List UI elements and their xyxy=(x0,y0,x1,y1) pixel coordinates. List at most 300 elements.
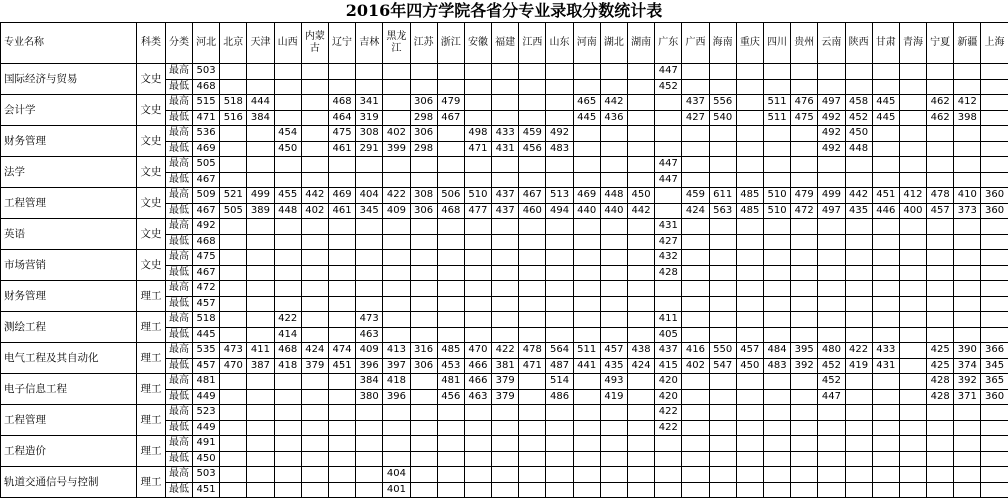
score-cell xyxy=(899,296,926,312)
score-level: 最低 xyxy=(166,451,193,467)
score-cell xyxy=(845,219,872,235)
score-cell xyxy=(899,281,926,297)
score-cell xyxy=(546,436,573,452)
score-cell xyxy=(791,141,818,157)
score-cell xyxy=(763,296,790,312)
score-cell: 472 xyxy=(791,203,818,219)
score-cell: 510 xyxy=(763,203,790,219)
score-cell xyxy=(356,219,383,235)
score-level: 最高 xyxy=(166,188,193,204)
score-cell: 380 xyxy=(356,389,383,405)
score-cell: 448 xyxy=(845,141,872,157)
score-cell xyxy=(464,219,491,235)
score-cell: 444 xyxy=(247,95,274,111)
score-cell xyxy=(954,482,981,498)
header-province: 江苏 xyxy=(410,23,437,64)
score-cell: 395 xyxy=(791,343,818,359)
score-cell: 389 xyxy=(247,203,274,219)
score-cell xyxy=(981,141,1008,157)
score-cell: 479 xyxy=(791,188,818,204)
score-cell xyxy=(410,451,437,467)
score-cell xyxy=(818,250,845,266)
score-cell: 457 xyxy=(193,358,220,374)
score-cell xyxy=(791,281,818,297)
score-cell: 514 xyxy=(546,374,573,390)
score-cell: 476 xyxy=(791,95,818,111)
score-cell: 418 xyxy=(274,358,301,374)
score-cell xyxy=(519,467,546,483)
score-cell: 387 xyxy=(247,358,274,374)
score-cell xyxy=(573,296,600,312)
score-cell: 450 xyxy=(845,126,872,142)
score-cell xyxy=(519,172,546,188)
score-cell: 447 xyxy=(655,172,682,188)
score-cell xyxy=(437,312,464,328)
score-cell xyxy=(546,79,573,95)
score-cell xyxy=(655,110,682,126)
score-cell xyxy=(220,79,247,95)
score-cell xyxy=(492,451,519,467)
score-cell xyxy=(872,281,899,297)
score-cell xyxy=(356,250,383,266)
score-cell xyxy=(872,451,899,467)
score-cell xyxy=(709,482,736,498)
major-category: 理工 xyxy=(137,467,166,498)
score-cell xyxy=(954,436,981,452)
major-name: 测绘工程 xyxy=(1,312,137,343)
score-cell: 365 xyxy=(981,374,1008,390)
score-cell xyxy=(682,405,709,421)
score-cell: 424 xyxy=(301,343,328,359)
score-cell xyxy=(791,312,818,328)
score-cell xyxy=(573,374,600,390)
major-category: 理工 xyxy=(137,281,166,312)
score-cell: 515 xyxy=(193,95,220,111)
score-cell xyxy=(356,296,383,312)
score-cell xyxy=(872,219,899,235)
header-province: 重庆 xyxy=(736,23,763,64)
score-cell xyxy=(682,234,709,250)
header-province: 上海 xyxy=(981,23,1008,64)
score-cell xyxy=(655,296,682,312)
score-cell xyxy=(872,436,899,452)
score-cell xyxy=(301,405,328,421)
score-cell xyxy=(383,451,410,467)
score-cell xyxy=(383,250,410,266)
score-cell xyxy=(464,296,491,312)
score-cell xyxy=(899,389,926,405)
score-cell xyxy=(247,265,274,281)
score-cell xyxy=(791,296,818,312)
table-row xyxy=(1,64,1008,80)
score-cell xyxy=(736,451,763,467)
score-cell xyxy=(437,420,464,436)
score-cell xyxy=(573,327,600,343)
score-cell xyxy=(247,141,274,157)
score-cell xyxy=(247,219,274,235)
score-cell xyxy=(274,420,301,436)
score-cell xyxy=(763,265,790,281)
header-province: 陕西 xyxy=(845,23,872,64)
major-category: 理工 xyxy=(137,312,166,343)
score-cell xyxy=(763,327,790,343)
header-province: 四川 xyxy=(763,23,790,64)
score-cell xyxy=(383,219,410,235)
header-province: 广东 xyxy=(655,23,682,64)
score-cell xyxy=(628,95,655,111)
score-cell xyxy=(247,482,274,498)
score-cell xyxy=(954,420,981,436)
score-cell xyxy=(437,451,464,467)
score-cell xyxy=(981,467,1008,483)
score-cell xyxy=(328,157,355,173)
score-cell: 413 xyxy=(383,343,410,359)
score-cell xyxy=(736,250,763,266)
table-row xyxy=(1,467,1008,483)
score-cell xyxy=(573,141,600,157)
score-cell xyxy=(845,234,872,250)
score-cell xyxy=(356,467,383,483)
score-cell xyxy=(437,234,464,250)
score-cell xyxy=(573,436,600,452)
score-cell xyxy=(845,250,872,266)
score-cell xyxy=(954,79,981,95)
score-cell xyxy=(220,467,247,483)
score-cell: 319 xyxy=(356,110,383,126)
score-cell xyxy=(763,219,790,235)
score-cell: 475 xyxy=(328,126,355,142)
score-cell xyxy=(301,95,328,111)
score-cell xyxy=(981,436,1008,452)
score-cell xyxy=(247,79,274,95)
header-province: 河北 xyxy=(193,23,220,64)
score-cell xyxy=(872,482,899,498)
score-cell: 445 xyxy=(573,110,600,126)
score-cell: 469 xyxy=(193,141,220,157)
score-cell: 518 xyxy=(193,312,220,328)
score-cell xyxy=(546,281,573,297)
score-cell xyxy=(709,234,736,250)
score-cell xyxy=(600,436,627,452)
score-cell xyxy=(492,467,519,483)
score-cell xyxy=(328,296,355,312)
score-cell xyxy=(872,374,899,390)
score-cell: 471 xyxy=(464,141,491,157)
score-cell xyxy=(736,312,763,328)
score-cell: 452 xyxy=(818,374,845,390)
score-cell: 345 xyxy=(981,358,1008,374)
score-cell xyxy=(791,126,818,142)
score-cell: 521 xyxy=(220,188,247,204)
score-cell: 437 xyxy=(492,203,519,219)
score-cell xyxy=(410,265,437,281)
score-cell xyxy=(682,389,709,405)
score-cell: 435 xyxy=(845,203,872,219)
score-cell xyxy=(981,234,1008,250)
score-cell xyxy=(492,420,519,436)
score-cell xyxy=(464,327,491,343)
score-cell xyxy=(220,327,247,343)
score-cell xyxy=(899,64,926,80)
score-cell xyxy=(709,126,736,142)
score-cell xyxy=(301,79,328,95)
score-cell: 447 xyxy=(818,389,845,405)
score-cell xyxy=(301,420,328,436)
score-cell xyxy=(301,281,328,297)
score-cell xyxy=(519,64,546,80)
score-cell xyxy=(546,482,573,498)
score-cell xyxy=(356,482,383,498)
score-cell xyxy=(736,234,763,250)
score-cell xyxy=(573,234,600,250)
score-cell xyxy=(818,265,845,281)
score-cell xyxy=(492,405,519,421)
score-cell xyxy=(519,312,546,328)
major-name: 英语 xyxy=(1,219,137,250)
score-cell xyxy=(301,157,328,173)
score-cell xyxy=(872,79,899,95)
score-cell xyxy=(464,436,491,452)
score-cell: 445 xyxy=(872,95,899,111)
score-cell: 468 xyxy=(437,203,464,219)
score-cell xyxy=(519,79,546,95)
header-province: 新疆 xyxy=(954,23,981,64)
header-province: 天津 xyxy=(247,23,274,64)
score-cell: 462 xyxy=(927,95,954,111)
score-cell xyxy=(247,157,274,173)
score-cell: 422 xyxy=(655,405,682,421)
score-cell xyxy=(274,281,301,297)
score-level: 最高 xyxy=(166,312,193,328)
score-level: 最高 xyxy=(166,405,193,421)
major-category: 文史 xyxy=(137,64,166,95)
score-cell: 471 xyxy=(519,358,546,374)
score-cell xyxy=(356,234,383,250)
score-cell xyxy=(709,79,736,95)
score-cell xyxy=(546,110,573,126)
score-cell xyxy=(600,219,627,235)
score-cell xyxy=(464,64,491,80)
score-cell: 547 xyxy=(709,358,736,374)
score-cell xyxy=(464,110,491,126)
score-cell xyxy=(791,265,818,281)
score-cell xyxy=(328,79,355,95)
score-cell: 457 xyxy=(927,203,954,219)
score-cell xyxy=(464,234,491,250)
score-cell xyxy=(220,482,247,498)
score-cell xyxy=(492,482,519,498)
score-cell xyxy=(899,219,926,235)
score-cell: 473 xyxy=(220,343,247,359)
score-cell xyxy=(546,250,573,266)
score-cell xyxy=(410,250,437,266)
score-cell xyxy=(736,374,763,390)
score-cell xyxy=(818,436,845,452)
major-name: 法学 xyxy=(1,157,137,188)
score-cell xyxy=(220,296,247,312)
score-cell xyxy=(791,420,818,436)
score-cell: 470 xyxy=(220,358,247,374)
score-cell xyxy=(573,157,600,173)
score-cell xyxy=(274,79,301,95)
score-cell: 409 xyxy=(383,203,410,219)
score-cell: 467 xyxy=(193,265,220,281)
score-cell xyxy=(383,296,410,312)
score-cell xyxy=(927,64,954,80)
score-cell xyxy=(301,482,328,498)
score-level: 最低 xyxy=(166,79,193,95)
table-row xyxy=(1,281,1008,297)
table-row xyxy=(1,219,1008,235)
score-cell xyxy=(899,312,926,328)
score-cell xyxy=(220,312,247,328)
table-row xyxy=(1,250,1008,266)
score-cell xyxy=(546,420,573,436)
score-cell xyxy=(709,467,736,483)
score-cell xyxy=(628,436,655,452)
score-cell: 422 xyxy=(655,420,682,436)
score-cell xyxy=(274,451,301,467)
score-cell: 483 xyxy=(546,141,573,157)
major-name: 财务管理 xyxy=(1,281,137,312)
score-cell xyxy=(383,79,410,95)
score-cell xyxy=(600,64,627,80)
score-cell xyxy=(519,451,546,467)
score-cell: 416 xyxy=(682,343,709,359)
score-cell xyxy=(464,312,491,328)
score-cell xyxy=(981,157,1008,173)
score-cell xyxy=(274,374,301,390)
score-cell xyxy=(709,157,736,173)
score-cell: 494 xyxy=(546,203,573,219)
score-cell xyxy=(981,451,1008,467)
score-cell xyxy=(736,405,763,421)
score-cell xyxy=(927,250,954,266)
score-cell xyxy=(573,467,600,483)
score-cell xyxy=(845,374,872,390)
score-cell: 484 xyxy=(763,343,790,359)
score-cell xyxy=(437,327,464,343)
score-cell: 366 xyxy=(981,343,1008,359)
score-cell xyxy=(464,172,491,188)
score-cell xyxy=(954,467,981,483)
score-cell xyxy=(301,141,328,157)
score-level: 最低 xyxy=(166,203,193,219)
major-name: 财务管理 xyxy=(1,126,137,157)
score-cell: 466 xyxy=(464,358,491,374)
score-cell: 396 xyxy=(383,389,410,405)
score-cell xyxy=(763,436,790,452)
score-cell xyxy=(464,265,491,281)
score-cell xyxy=(600,467,627,483)
score-cell xyxy=(464,157,491,173)
score-cell xyxy=(845,436,872,452)
score-cell xyxy=(954,219,981,235)
score-cell xyxy=(328,327,355,343)
score-cell xyxy=(736,265,763,281)
score-cell xyxy=(899,250,926,266)
score-cell xyxy=(437,172,464,188)
score-cell xyxy=(492,79,519,95)
score-cell xyxy=(818,234,845,250)
score-cell xyxy=(709,405,736,421)
score-cell xyxy=(383,312,410,328)
header-level: 分类 xyxy=(166,23,193,64)
score-cell xyxy=(519,405,546,421)
score-cell xyxy=(736,172,763,188)
score-cell xyxy=(492,157,519,173)
score-cell xyxy=(519,250,546,266)
score-cell xyxy=(818,157,845,173)
score-cell: 511 xyxy=(573,343,600,359)
score-cell xyxy=(410,79,437,95)
score-cell xyxy=(927,172,954,188)
score-cell xyxy=(899,265,926,281)
score-cell: 468 xyxy=(193,79,220,95)
score-cell: 468 xyxy=(193,234,220,250)
score-cell xyxy=(600,327,627,343)
score-cell xyxy=(736,482,763,498)
score-cell xyxy=(519,281,546,297)
score-cell xyxy=(600,405,627,421)
score-cell xyxy=(709,420,736,436)
score-cell: 460 xyxy=(519,203,546,219)
score-cell xyxy=(328,420,355,436)
score-cell: 437 xyxy=(682,95,709,111)
header-row xyxy=(1,23,1008,64)
score-cell xyxy=(301,234,328,250)
score-cell xyxy=(655,451,682,467)
score-cell xyxy=(301,265,328,281)
score-cell xyxy=(927,327,954,343)
score-cell xyxy=(872,327,899,343)
score-cell xyxy=(301,389,328,405)
score-cell xyxy=(872,234,899,250)
score-cell: 428 xyxy=(655,265,682,281)
score-cell: 433 xyxy=(872,343,899,359)
score-cell xyxy=(519,234,546,250)
score-cell xyxy=(519,482,546,498)
score-cell: 511 xyxy=(763,95,790,111)
score-cell xyxy=(492,172,519,188)
score-cell xyxy=(763,172,790,188)
score-cell xyxy=(247,64,274,80)
score-cell: 447 xyxy=(655,157,682,173)
score-cell xyxy=(410,219,437,235)
table-row xyxy=(1,343,1008,359)
score-cell xyxy=(954,64,981,80)
score-cell xyxy=(492,312,519,328)
score-cell xyxy=(682,420,709,436)
score-level: 最高 xyxy=(166,157,193,173)
score-cell: 431 xyxy=(655,219,682,235)
score-cell xyxy=(899,157,926,173)
score-cell xyxy=(546,467,573,483)
score-cell xyxy=(655,203,682,219)
score-cell xyxy=(981,110,1008,126)
score-cell xyxy=(274,467,301,483)
score-cell xyxy=(492,95,519,111)
score-cell: 516 xyxy=(220,110,247,126)
score-cell xyxy=(464,420,491,436)
score-cell xyxy=(492,64,519,80)
score-cell xyxy=(464,250,491,266)
score-level: 最低 xyxy=(166,110,193,126)
major-name: 工程管理 xyxy=(1,188,137,219)
score-cell: 493 xyxy=(600,374,627,390)
major-name: 会计学 xyxy=(1,95,137,126)
score-cell xyxy=(519,157,546,173)
